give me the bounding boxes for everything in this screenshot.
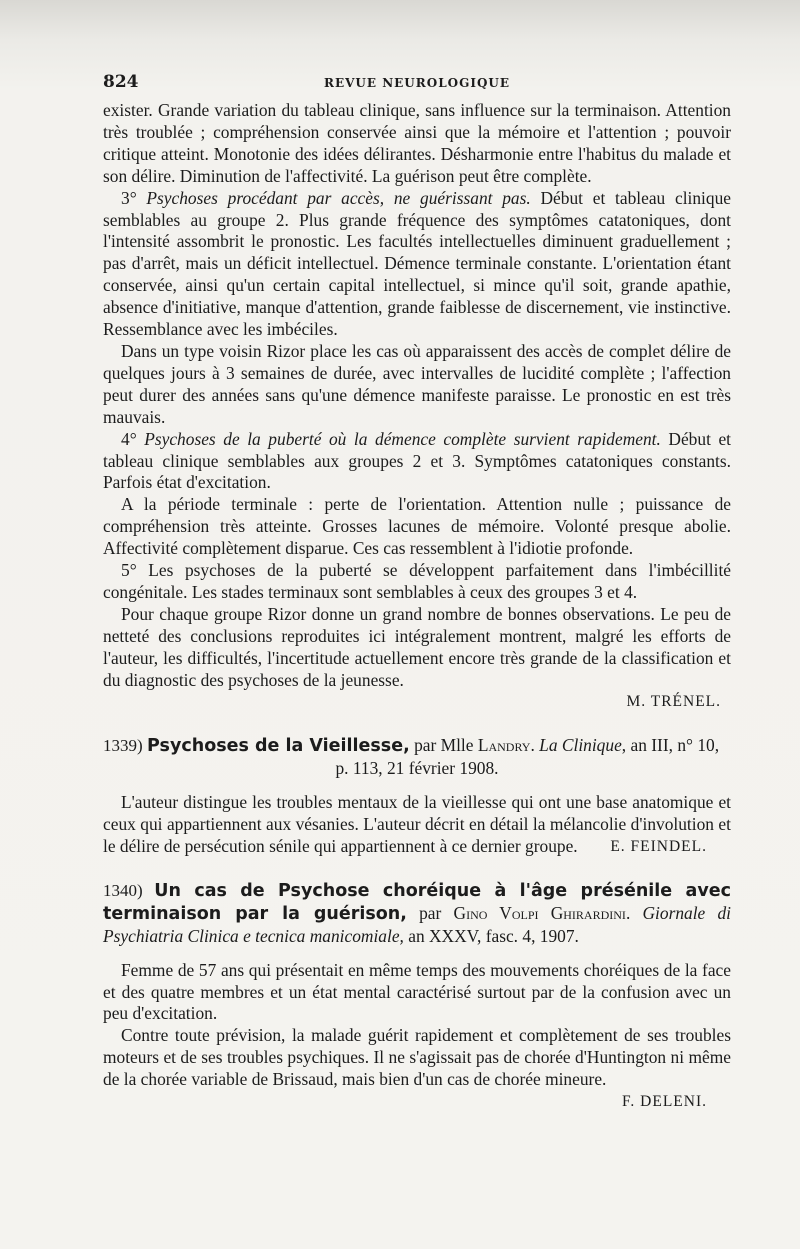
separator: . — [530, 735, 540, 756]
entry-number: 1339) — [103, 736, 143, 756]
entry-1339-body — [103, 792, 731, 858]
entry-citation: an XXXV, fasc. 4, 1907. — [403, 925, 579, 946]
entry-1340-paragraph-1: Femme de 57 ans qui présentait en même temps des mouvements choréiques de la face et des quatre membres et un état mental caractérisé surtout par de la confusion avec un peu d'excitation. — [103, 959, 731, 1024]
spacer — [103, 780, 731, 792]
spacer — [103, 948, 731, 960]
running-title: REVUE NEUROLOGIQUE — [323, 76, 511, 90]
entry-citation: , an III, n° 10, — [621, 735, 720, 756]
entry-author: Gino Volpi Ghirardini — [453, 902, 626, 923]
author-prefix: par Mlle — [409, 735, 478, 756]
entry-journal: La Clinique — [539, 735, 622, 756]
signature-trenel: M. TRÉNEL. — [626, 693, 721, 711]
paragraph-terminal-period: A la période terminale : perte de l'orientation. Attention nulle ; puissance de compréhension très atteinte. Grosses lacunes de mémoire. Volonté presque abolie. Affectivité complètement disparue. Ces cas ressemblent à l'idiotie profonde. — [103, 494, 731, 559]
article-body — [103, 100, 731, 1113]
entry-title: Psychoses de la Vieillesse, — [147, 736, 410, 757]
group-number: 3° — [121, 187, 147, 208]
paragraph-group-5: 5° Les psychoses de la puberté se développent parfaitement dans l'imbécillité congénitale. Les stades terminaux sont semblables à ceux des groupes 3 et 4. — [103, 560, 731, 602]
paragraph-continuation: exister. Grande variation du tableau clinique, sans influence sur la terminaison. Attention très troublée ; compréhension conservée ainsi que la mémoire et l'attention ; pouvoir critique atteint. Monotonie des idées délirantes. Désharmonie entre l'habitus du malade et son délire. Diminution de l'affectivité. La guérison peut être complète. — [103, 100, 731, 186]
author-prefix: par — [406, 902, 454, 923]
paragraph-group-3 — [103, 188, 731, 341]
entry-body-text: L'auteur distingue les troubles mentaux de la vieillesse qui ont une base anatomique et ceux qui appartiennent aux vésanies. L'auteur décrit en détail la mélancolie d'involution et le délire de persécution sénile qui appartiennent à ce dernier groupe. — [103, 792, 731, 856]
entry-1339-heading — [103, 735, 731, 780]
entry-number: 1340) — [103, 880, 143, 900]
group-description: Début et tableau clinique semblables au groupe 2. Plus grande fréquence des symptômes catatoniques, dont l'intensité assombrit le pronostic. Les facultés intellectuelles diminuent graduellement ; pas d'arrêt, mais un déficit intellectuel. Démence terminale constante. L'orientation étant conservée, ainsi qu'un certain capital intellectuel, si mince qu'il soit, grande apathie, absence d'initiative, manque d'attention, grande faiblesse de discernement, vie instinctive. Ressemblance avec les imbéciles. — [103, 187, 731, 340]
paragraph-rizor-type: Dans un type voisin Rizor place les cas où apparaissent des accès de complet délire de quelques jours à 3 semaines de durée, avec intervalles de lucidité complète ; l'affection peut durer des années sans qu'une démence manifeste paraisse. Le pronostic en est très mauvais. — [103, 340, 731, 427]
signature-deleni: F. DELENI. — [622, 1093, 707, 1111]
separator: . — [625, 902, 643, 923]
group-description: Début et tableau clinique semblables aux groupes 2 et 3. Symptômes catatoniques constants. Parfois état d'excitation. — [103, 428, 732, 493]
paragraph-group-4 — [103, 429, 731, 495]
signature-feindel: E. FEINDEL. — [610, 838, 707, 855]
group-title: Psychoses de la puberté où la démence complète survient rapidement. — [144, 428, 661, 449]
group-title: Psychoses procédant par accès, ne guérissant pas. — [146, 187, 531, 208]
entry-author: Landry — [477, 735, 531, 756]
page-header — [103, 72, 731, 96]
entry-journal: Giornale di Psychiatria Clinica e tecnica manicomiale, — [103, 902, 732, 946]
group-number: 4° — [121, 428, 145, 449]
entry-1340-paragraph-2 — [103, 1025, 731, 1111]
entry-1340-heading — [103, 880, 731, 948]
entry-body-text: Contre toute prévision, la malade guérit rapidement et complètement de ses troubles moteurs et de ses troubles psychiques. Il ne s'agissait pas de chorée d'Huntington ni même de la chorée variable de Brissaud, mais bien d'un cas de chorée mineure. — [103, 1025, 731, 1090]
entry-citation-line2: p. 113, 21 février 1908. — [335, 758, 499, 779]
entry-title: Un cas de Psychose choréique à l'âge présénile avec terminaison par la guérison, — [103, 880, 731, 924]
page-number: 824 — [103, 72, 139, 92]
paragraph-conclusion: Pour chaque groupe Rizor donne un grand nombre de bonnes observations. Le peu de netteté des conclusions reproduites ici intégralement montrent, malgré les efforts de l'auteur, les difficultés, l'incertitude actuellement encore très grande de la classification et du diagnostic des psychoses de la jeunesse. — [103, 603, 731, 690]
